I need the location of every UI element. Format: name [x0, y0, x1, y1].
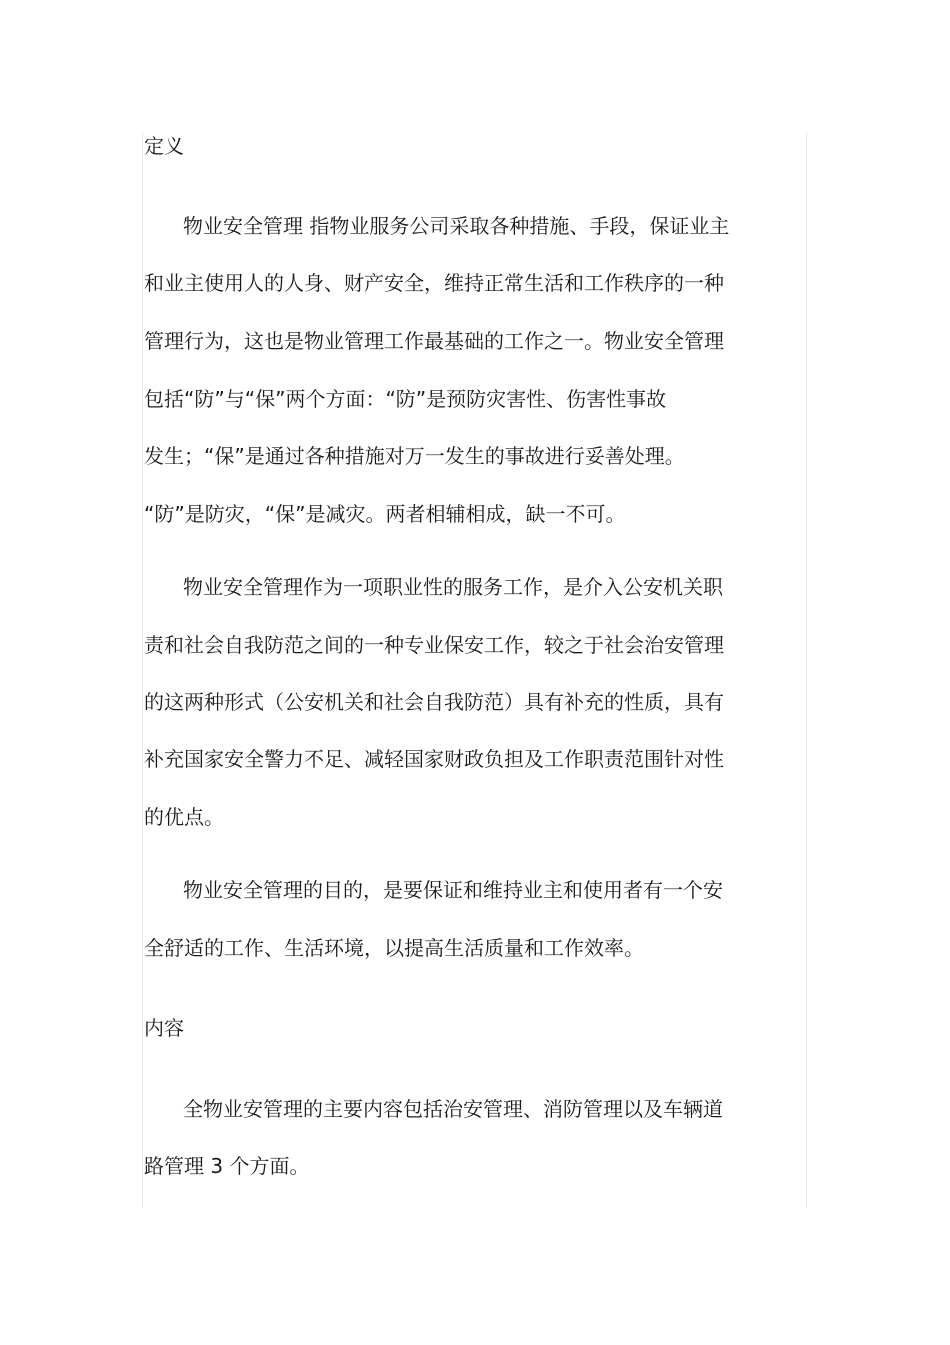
- paragraph-line: 补充国家安全警力不足、减轻国家财政负担及工作职责范围针对性: [144, 747, 724, 771]
- paragraph-line: 管理行为，这也是物业管理工作最基础的工作之一。物业安全管理: [144, 329, 724, 353]
- paragraph-line: 物业安全管理的目的，是要保证和维持业主和使用者有一个安: [183, 878, 723, 902]
- paragraph-line: 物业安全管理作为一项职业性的服务工作，是介入公安机关职: [183, 575, 723, 599]
- page-border-left: [142, 133, 143, 1208]
- heading-content: 内容: [144, 1016, 184, 1040]
- paragraph-line: 发生；“保”是通过各种措施对万一发生的事故进行妥善处理。: [144, 444, 685, 468]
- paragraph-line: 全舒适的工作、生活环境，以提高生活质量和工作效率。: [144, 936, 644, 960]
- paragraph-line: 全物业安管理的主要内容包括治安管理、消防管理以及车辆道: [183, 1097, 723, 1121]
- paragraph-line: 物业安全管理 指物业服务公司采取各种措施、手段，保证业主: [183, 214, 730, 238]
- paragraph-line: 和业主使用人的人身、财产安全，维持正常生活和工作秩序的一种: [144, 271, 724, 295]
- paragraph-line: 的优点。: [144, 805, 224, 829]
- heading-definition: 定义: [144, 134, 184, 158]
- paragraph-line: “防”是防灾，“保”是减灾。两者相辅相成，缺一不可。: [144, 502, 626, 526]
- page-border-right: [806, 133, 807, 1208]
- paragraph-line: 包括“防”与“保”两个方面：“防”是预防灾害性、伤害性事故: [144, 387, 667, 411]
- paragraph-line: 路管理 3 个方面。: [144, 1154, 310, 1178]
- paragraph-line: 的这两种形式（公安机关和社会自我防范）具有补充的性质，具有: [144, 690, 724, 714]
- paragraph-line: 责和社会自我防范之间的一种专业保安工作，较之于社会治安管理: [144, 633, 724, 657]
